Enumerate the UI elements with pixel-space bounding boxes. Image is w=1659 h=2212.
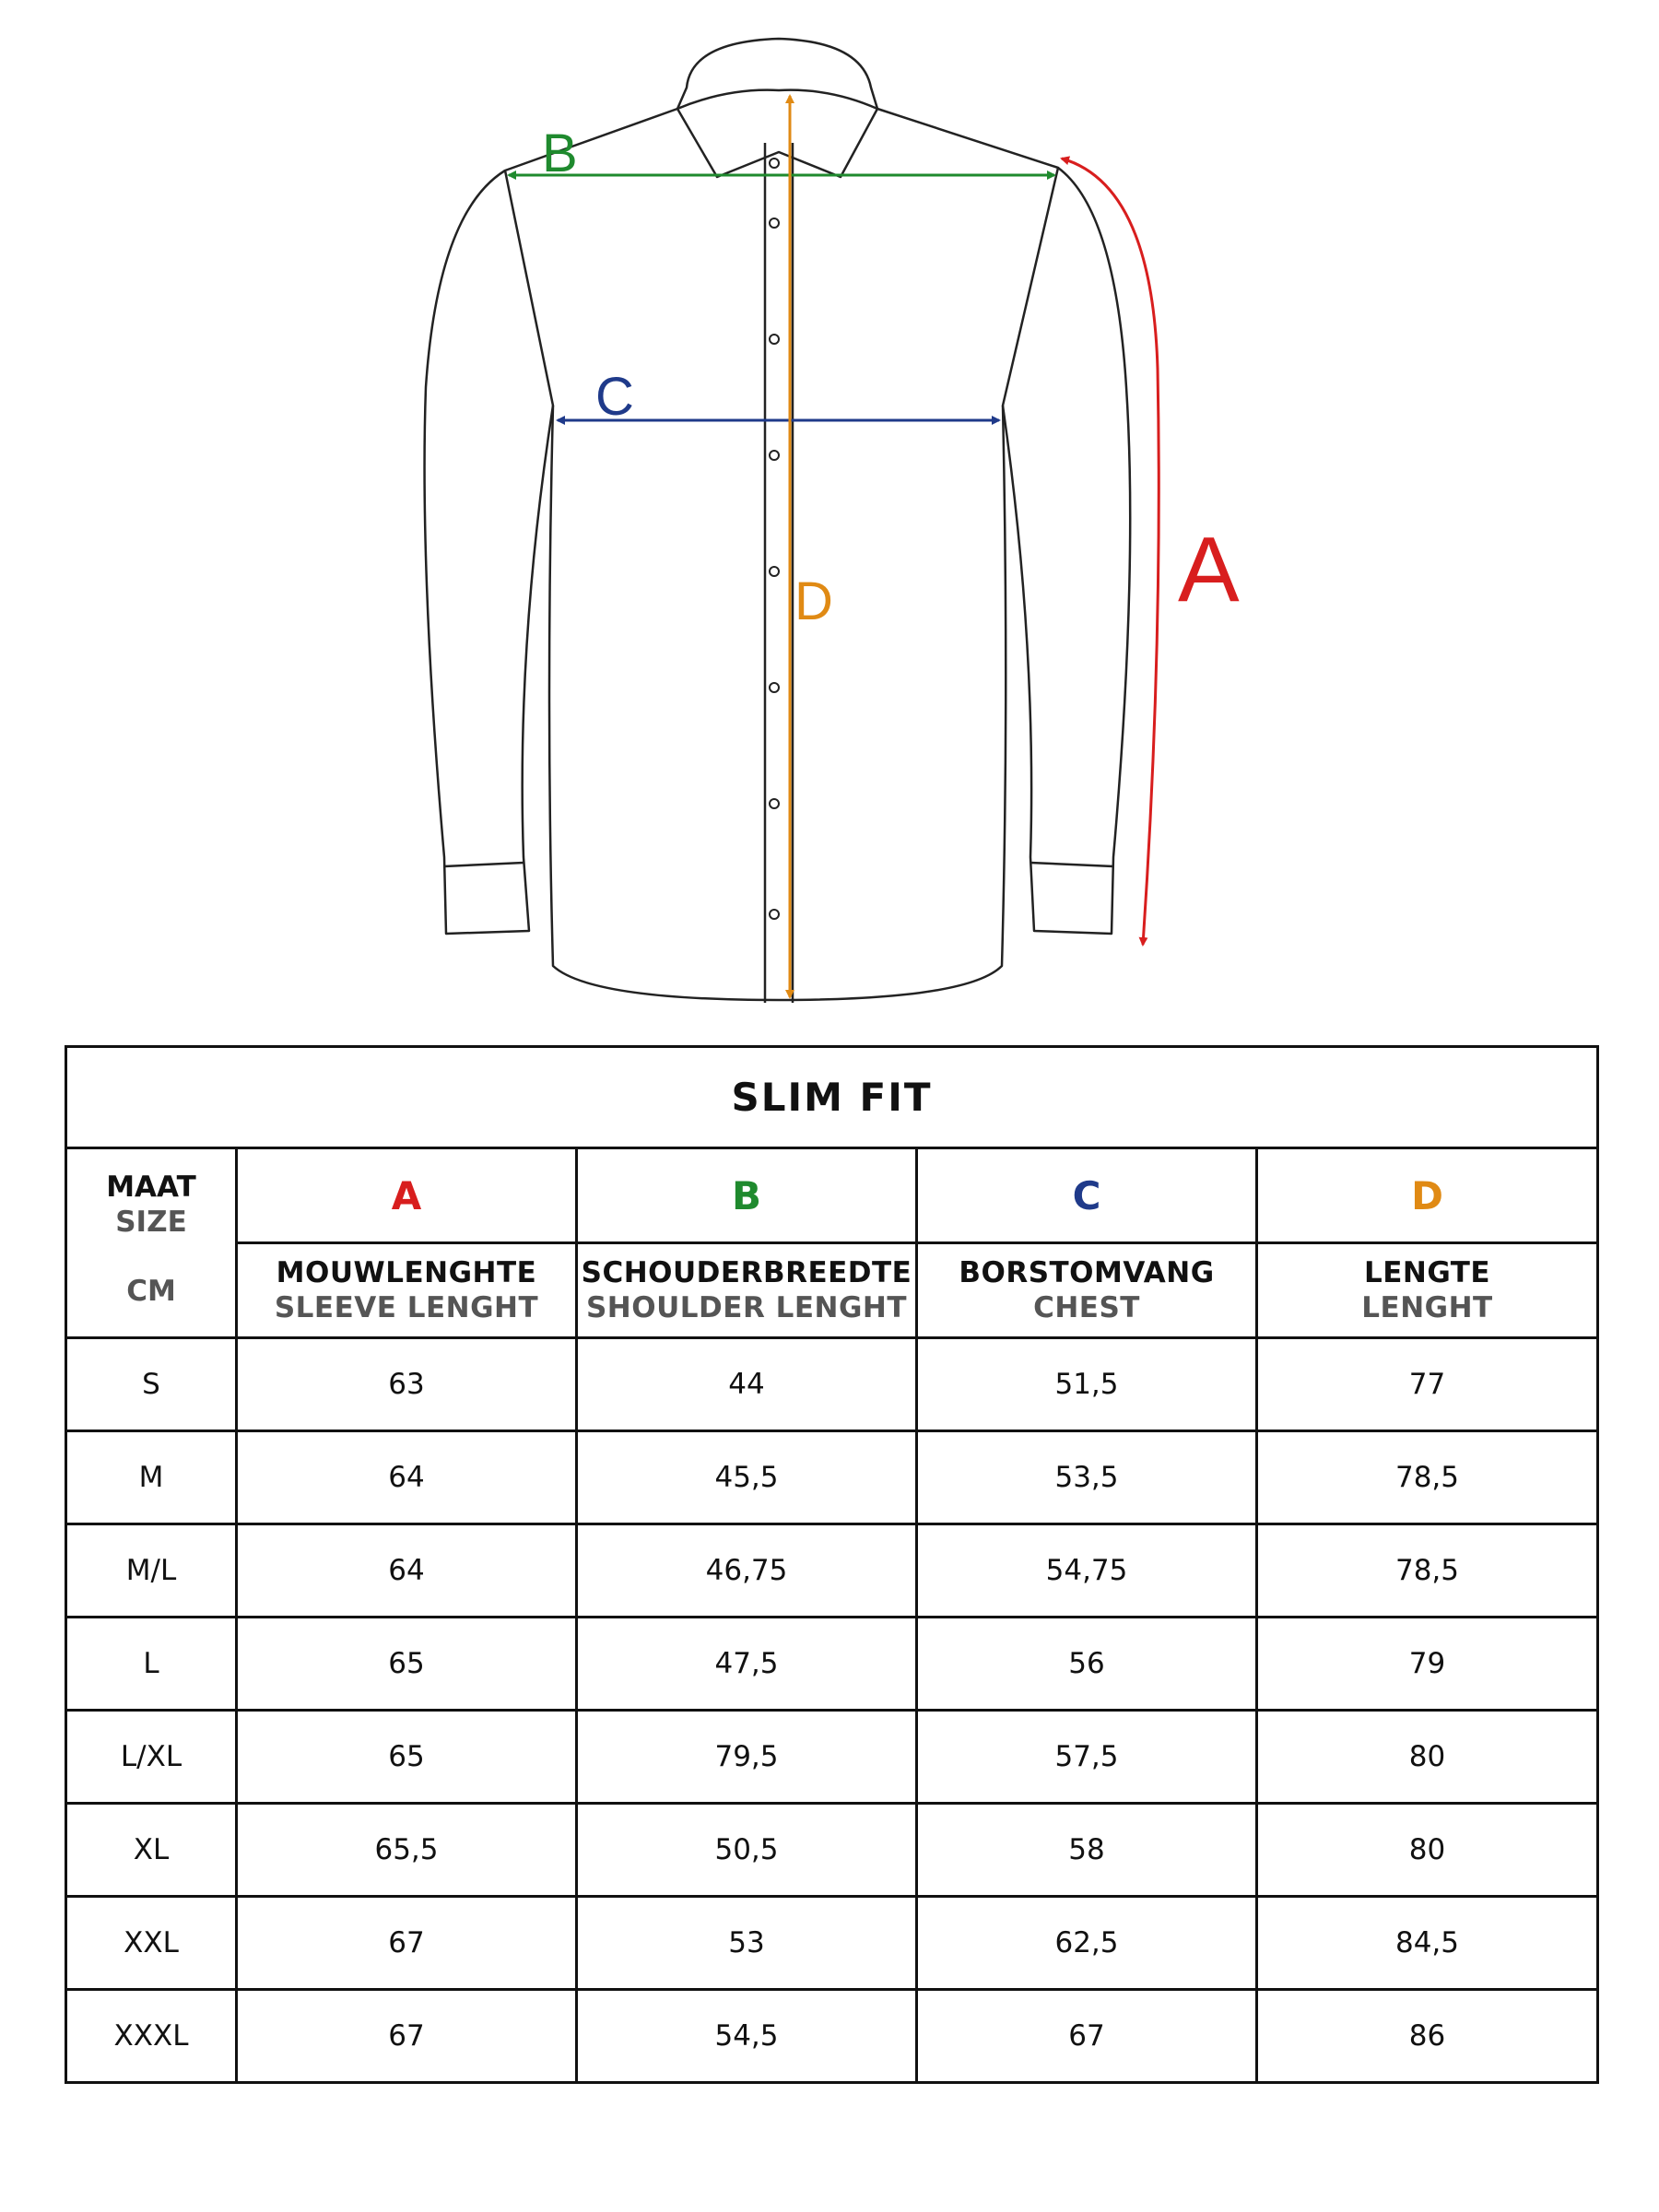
value-cell: 57,5 — [917, 1711, 1257, 1804]
measure-a-arrow — [1062, 159, 1159, 945]
column-label-nl: BORSTOMVANG — [959, 1256, 1215, 1289]
column-label-a — [237, 1243, 577, 1338]
value-cell: 47,5 — [577, 1618, 917, 1711]
size-header-nl: MAAT — [106, 1171, 196, 1204]
value-cell: 79,5 — [577, 1711, 917, 1804]
size-cell: L/XL — [66, 1711, 237, 1804]
table-row — [66, 1897, 1598, 1990]
value-cell: 64 — [237, 1431, 577, 1524]
shirt-buttons — [770, 159, 779, 919]
column-label-nl: LENGTE — [1363, 1256, 1491, 1289]
value-cell: 58 — [917, 1804, 1257, 1897]
column-letter-b: B — [577, 1148, 917, 1243]
unit-label: CM — [126, 1275, 176, 1308]
value-cell: 53 — [577, 1897, 917, 1990]
shirt-outline — [425, 39, 1131, 1003]
column-label-en: LENGHT — [1361, 1291, 1493, 1324]
table-row — [66, 1338, 1598, 1431]
column-label-en: SLEEVE LENGHT — [274, 1291, 539, 1324]
value-cell: 65 — [237, 1618, 577, 1711]
measure-a-label: A — [1178, 518, 1240, 621]
table-row — [66, 1804, 1598, 1897]
value-cell: 56 — [917, 1618, 1257, 1711]
size-cell: XXXL — [66, 1990, 237, 2083]
value-cell: 44 — [577, 1338, 917, 1431]
measure-d-label: D — [794, 571, 833, 631]
value-cell: 67 — [237, 1897, 577, 1990]
right-cuff — [1030, 863, 1113, 866]
column-letter-c: C — [917, 1148, 1257, 1243]
value-cell: 86 — [1257, 1990, 1598, 2083]
table-row — [66, 1618, 1598, 1711]
column-letter-a: A — [237, 1148, 577, 1243]
column-label-nl: SCHOUDERBREEDTE — [581, 1256, 912, 1289]
value-cell: 78,5 — [1257, 1524, 1598, 1618]
left-sleeve — [425, 171, 553, 934]
value-cell: 53,5 — [917, 1431, 1257, 1524]
value-cell: 67 — [917, 1990, 1257, 2083]
value-cell: 84,5 — [1257, 1897, 1598, 1990]
size-cell: S — [66, 1338, 237, 1431]
measure-c-label: C — [595, 367, 634, 427]
value-cell: 65 — [237, 1711, 577, 1804]
value-cell: 77 — [1257, 1338, 1598, 1431]
table-title: SLIM FIT — [66, 1047, 1598, 1148]
value-cell: 80 — [1257, 1711, 1598, 1804]
value-cell: 67 — [237, 1990, 577, 2083]
column-label-c — [917, 1243, 1257, 1338]
right-sleeve — [1003, 168, 1130, 934]
size-header-en: SIZE — [115, 1206, 187, 1239]
size-cell: XL — [66, 1804, 237, 1897]
size-cell: L — [66, 1618, 237, 1711]
value-cell: 62,5 — [917, 1897, 1257, 1990]
value-cell: 45,5 — [577, 1431, 917, 1524]
value-cell: 78,5 — [1257, 1431, 1598, 1524]
table-row — [66, 1990, 1598, 2083]
size-cell: XXL — [66, 1897, 237, 1990]
table-row — [66, 1711, 1598, 1804]
shirt-diagram — [0, 0, 1659, 1032]
column-label-d — [1257, 1243, 1598, 1338]
measure-b-label: B — [542, 124, 578, 183]
value-cell: 50,5 — [577, 1804, 917, 1897]
value-cell: 63 — [237, 1338, 577, 1431]
size-cell: M/L — [66, 1524, 237, 1618]
size-header-cell — [66, 1148, 237, 1338]
size-table — [65, 1045, 1599, 2084]
size-cell: M — [66, 1431, 237, 1524]
value-cell: 64 — [237, 1524, 577, 1618]
column-label-b — [577, 1243, 917, 1338]
value-cell: 54,5 — [577, 1990, 917, 2083]
value-cell: 79 — [1257, 1618, 1598, 1711]
column-letter-d: D — [1257, 1148, 1598, 1243]
column-label-nl: MOUWLENGHTE — [276, 1256, 537, 1289]
value-cell: 80 — [1257, 1804, 1598, 1897]
shirt-body — [505, 109, 1058, 1000]
value-cell: 65,5 — [237, 1804, 577, 1897]
collar — [677, 39, 877, 109]
table-row — [66, 1431, 1598, 1524]
value-cell: 51,5 — [917, 1338, 1257, 1431]
table-row — [66, 1524, 1598, 1618]
left-cuff — [444, 863, 524, 866]
column-label-en: SHOULDER LENGHT — [585, 1291, 908, 1324]
column-label-en: CHEST — [1033, 1291, 1140, 1324]
value-cell: 54,75 — [917, 1524, 1257, 1618]
value-cell: 46,75 — [577, 1524, 917, 1618]
